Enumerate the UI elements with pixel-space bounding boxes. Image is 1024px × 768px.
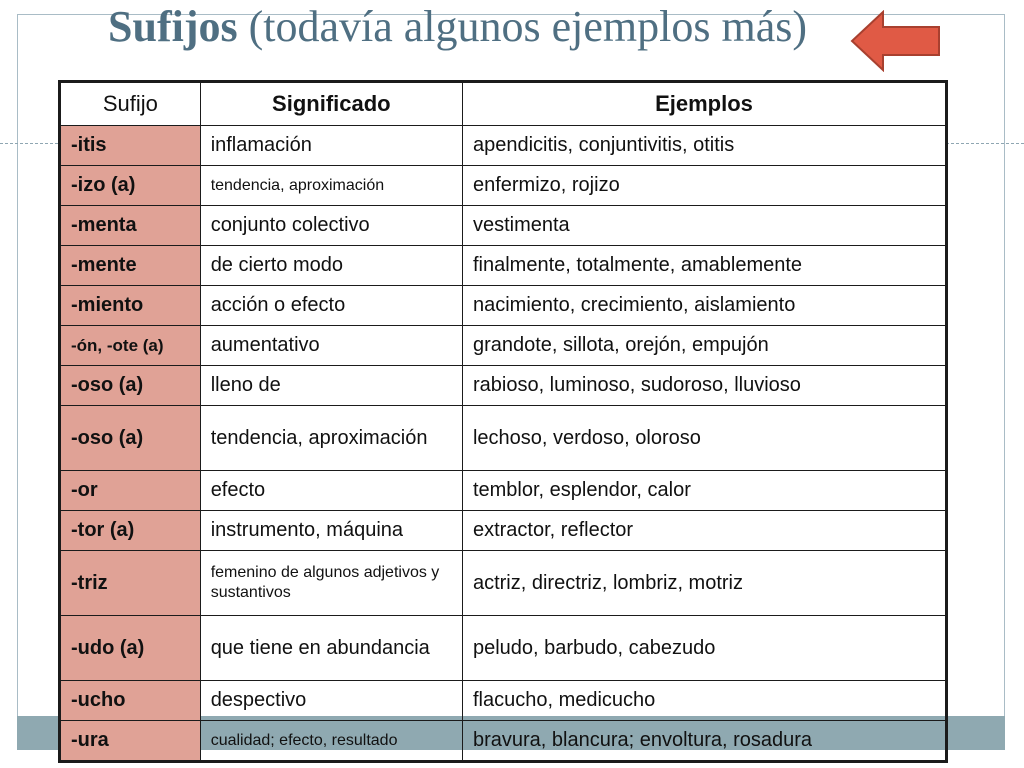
suffix-cell: -mente (60, 246, 201, 286)
table-row (60, 366, 947, 406)
suffix-cell: -udo (a) (60, 616, 201, 681)
arrow-shape (852, 12, 939, 70)
suffix-cell: -miento (60, 286, 201, 326)
suffix-cell: -or (60, 471, 201, 511)
meaning-cell: de cierto modo (200, 246, 462, 286)
suffix-cell: -ón, -ote (a) (60, 326, 201, 366)
suffix-cell: -oso (a) (60, 366, 201, 406)
meaning-cell: inflamación (200, 126, 462, 166)
divider-line-right (946, 143, 1024, 144)
table-header-row (60, 82, 947, 126)
meaning-cell: tendencia, aproximación (200, 406, 462, 471)
slide-title (108, 3, 807, 51)
header-sufijo: Sufijo (60, 82, 201, 126)
title-subtitle: (todavía algunos ejemplos más) (237, 2, 808, 51)
meaning-cell: cualidad; efecto, resultado (200, 721, 462, 762)
examples-cell: nacimiento, crecimiento, aislamiento (462, 286, 946, 326)
suffix-cell: -oso (a) (60, 406, 201, 471)
examples-cell: finalmente, totalmente, amablemente (462, 246, 946, 286)
examples-cell: vestimenta (462, 206, 946, 246)
meaning-cell: femenino de algunos adjetivos y sustantivos (200, 551, 462, 616)
meaning-cell: que tiene en abundancia (200, 616, 462, 681)
meaning-cell: efecto (200, 471, 462, 511)
suffix-cell: -triz (60, 551, 201, 616)
suffix-cell: -menta (60, 206, 201, 246)
table-row (60, 406, 947, 471)
meaning-cell: conjunto colectivo (200, 206, 462, 246)
examples-cell: peludo, barbudo, cabezudo (462, 616, 946, 681)
meaning-cell: despectivo (200, 681, 462, 721)
table-row (60, 511, 947, 551)
title-bold: Sufijos (108, 2, 238, 51)
left-arrow-icon[interactable] (850, 10, 942, 72)
table-row (60, 551, 947, 616)
table-row (60, 471, 947, 511)
examples-cell: bravura, blancura; envoltura, rosadura (462, 721, 946, 762)
table-row (60, 126, 947, 166)
divider-line-left (0, 143, 58, 144)
examples-cell: enfermizo, rojizo (462, 166, 946, 206)
header-significado: Significado (200, 82, 462, 126)
examples-cell: lechoso, verdoso, oloroso (462, 406, 946, 471)
examples-cell: rabioso, luminoso, sudoroso, lluvioso (462, 366, 946, 406)
table-row (60, 206, 947, 246)
table-row (60, 681, 947, 721)
table-row (60, 246, 947, 286)
suffix-cell: -ucho (60, 681, 201, 721)
examples-cell: grandote, sillota, orejón, empujón (462, 326, 946, 366)
meaning-cell: tendencia, aproximación (200, 166, 462, 206)
suffix-cell: -tor (a) (60, 511, 201, 551)
examples-cell: apendicitis, conjuntivitis, otitis (462, 126, 946, 166)
meaning-cell: lleno de (200, 366, 462, 406)
examples-cell: actriz, directriz, lombriz, motriz (462, 551, 946, 616)
table-row (60, 166, 947, 206)
suffix-cell: -izo (a) (60, 166, 201, 206)
suffix-cell: -ura (60, 721, 201, 762)
meaning-cell: aumentativo (200, 326, 462, 366)
examples-cell: temblor, esplendor, calor (462, 471, 946, 511)
suffix-table (58, 80, 948, 763)
table-row (60, 286, 947, 326)
meaning-cell: instrumento, máquina (200, 511, 462, 551)
examples-cell: flacucho, medicucho (462, 681, 946, 721)
table-row (60, 616, 947, 681)
table-row (60, 326, 947, 366)
examples-cell: extractor, reflector (462, 511, 946, 551)
table-row (60, 721, 947, 762)
suffix-cell: -itis (60, 126, 201, 166)
meaning-cell: acción o efecto (200, 286, 462, 326)
header-ejemplos: Ejemplos (462, 82, 946, 126)
